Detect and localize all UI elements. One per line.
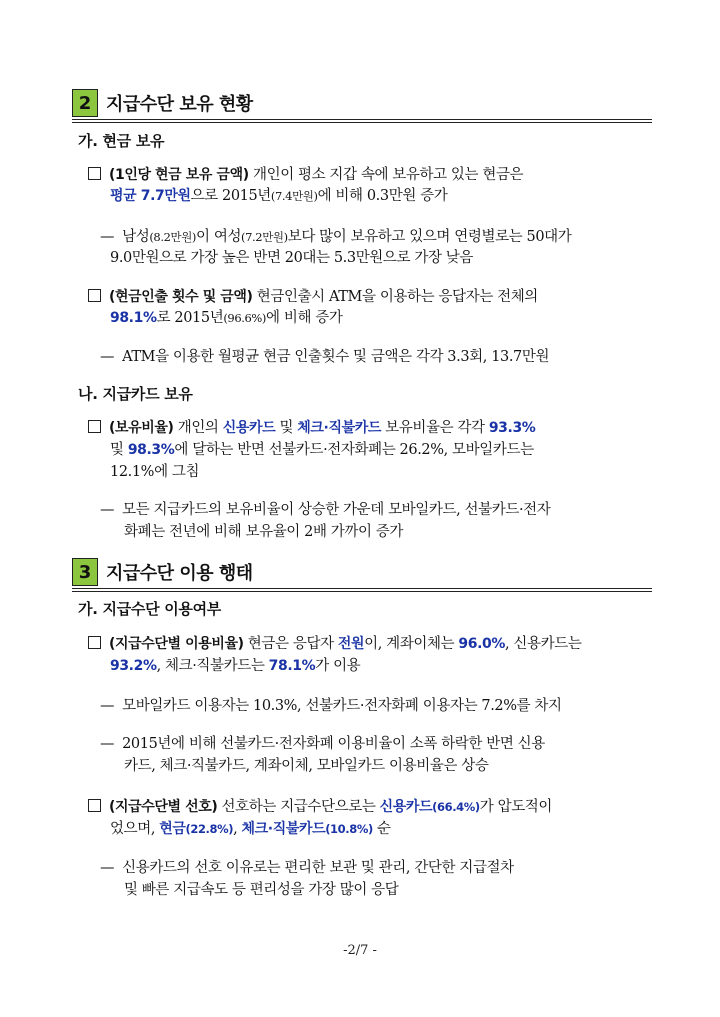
- para-text: 현금은 응답자: [243, 636, 338, 652]
- section-number: 2: [72, 89, 98, 117]
- highlight-text: 98.3%: [127, 442, 175, 458]
- dash-item: [100, 500, 550, 520]
- dash-item-cont: 및 빠른 지급속도 등 편리성을 가장 많이 응답: [124, 882, 399, 898]
- para-small-text: (96.6%): [223, 311, 267, 325]
- bullet-paragraph: [88, 418, 535, 438]
- para-heading: (보유비율): [109, 420, 174, 436]
- section-underline: [72, 119, 652, 120]
- dash-item: [100, 858, 514, 878]
- highlight-text: 체크·직불카드: [241, 821, 326, 837]
- section-header-2: [72, 88, 253, 118]
- para-text: 순: [372, 821, 391, 837]
- para-text: 현금인출시 ATM을 이용하는 응답자는 전체의: [252, 289, 538, 305]
- dash-icon: —: [100, 349, 115, 365]
- bullet-paragraph-cont: [110, 440, 534, 460]
- dash-item: [100, 734, 545, 754]
- section-title: 지급수단 이용 행태: [106, 563, 253, 584]
- item-text: 모바일카드 이용자는 10.3%, 선불카드·전자화폐 이용자는 7.2%를 차지: [122, 698, 562, 714]
- para-text: 이, 계좌이체는: [364, 636, 459, 652]
- item-text: ATM을 이용한 월평균 현금 인출횟수 및 금액은 각각 3.3회, 13.7만원: [122, 349, 550, 365]
- dash-item: [100, 347, 549, 367]
- para-text: 및: [275, 420, 298, 436]
- para-small-text: (7.4만원): [270, 189, 318, 203]
- item-text: 모든 지급카드의 보유비율이 상승한 가운데 모바일카드, 선불카드·전자: [122, 502, 551, 518]
- highlight-text: 신용카드: [222, 420, 276, 436]
- highlight-text: 93.3%: [488, 420, 536, 436]
- section-underline-double: [72, 591, 652, 592]
- square-bullet-icon: [88, 289, 101, 302]
- highlight-text: 평균 7.7만원: [110, 188, 191, 204]
- bullet-paragraph-cont: 12.1%에 그침: [110, 464, 200, 480]
- section-underline-double: [72, 122, 652, 123]
- section-number: 3: [72, 558, 98, 586]
- para-text: 었으며,: [110, 821, 160, 837]
- bullet-paragraph: [88, 165, 523, 185]
- dash-item: [100, 696, 562, 716]
- square-bullet-icon: [88, 420, 101, 433]
- square-bullet-icon: [88, 167, 101, 180]
- para-text: 선호하는 지급수단으로는: [217, 799, 380, 815]
- item-text: 보다 많이 보유하고 있으며 연령별로는 50대가: [287, 229, 572, 245]
- bullet-paragraph: [88, 634, 581, 654]
- item-text: 남성: [122, 229, 150, 245]
- dash-icon: —: [100, 229, 115, 245]
- para-heading: (1인당 현금 보유 금액): [109, 167, 249, 183]
- dash-icon: —: [100, 860, 115, 876]
- bullet-paragraph-cont: [110, 308, 342, 328]
- highlight-text: 현금: [159, 821, 186, 837]
- bullet-paragraph-cont: [110, 656, 360, 676]
- square-bullet-icon: [88, 799, 101, 812]
- subheading: 가. 지급수단 이용여부: [78, 600, 221, 618]
- para-text: 개인의: [173, 420, 223, 436]
- highlight-text: 98.1%: [110, 310, 157, 326]
- page-number: -2/7 -: [343, 943, 377, 958]
- item-text: 이 여성: [196, 229, 242, 245]
- para-heading: (지급수단별 선호): [109, 799, 218, 815]
- item-text: 2015년에 비해 선불카드·전자화폐 이용비율이 소폭 하락한 반면 신용: [122, 736, 545, 752]
- highlight-text: 96.0%: [458, 636, 505, 652]
- section-header-3: [72, 557, 253, 587]
- highlight-text: 신용카드: [379, 799, 433, 815]
- para-text: ,: [233, 821, 242, 837]
- bullet-paragraph-cont: [110, 186, 447, 206]
- dash-icon: —: [100, 502, 115, 518]
- dash-icon: —: [100, 736, 115, 752]
- para-text: 에 달하는 반면 선불카드·전자화폐는 26.2%, 모바일카드는: [174, 442, 534, 458]
- subheading: 나. 지급카드 보유: [78, 385, 193, 403]
- item-small-text: (8.2만원): [149, 230, 197, 244]
- dash-item: [100, 227, 571, 247]
- para-text: 가 이용: [315, 658, 361, 674]
- dash-item-cont: 카드, 체크·직불카드, 계좌이체, 모바일카드 이용비율은 상승: [124, 758, 489, 774]
- para-text: 으로 2015년: [190, 188, 271, 204]
- para-text: 보유비율은 각각: [380, 420, 489, 436]
- highlight-small-text: (10.8%): [325, 822, 373, 836]
- highlight-text: 전원: [337, 636, 365, 652]
- para-text: 및: [110, 442, 128, 458]
- bullet-paragraph: [88, 287, 538, 307]
- para-text: 가 압도적이: [479, 799, 553, 815]
- dash-item-cont: 9.0만원으로 가장 높은 반면 20대는 5.3만원으로 가장 낮음: [110, 250, 473, 266]
- dash-item-cont: 화폐는 전년에 비해 보유율이 2배 가까이 증가: [124, 524, 404, 540]
- bullet-paragraph-cont: [110, 819, 391, 839]
- highlight-text: 93.2%: [110, 658, 157, 674]
- item-text: 신용카드의 선호 이유로는 편리한 보관 및 관리, 간단한 지급절차: [122, 860, 514, 876]
- highlight-small-text: (66.4%): [432, 800, 480, 814]
- bullet-paragraph: [88, 797, 552, 817]
- square-bullet-icon: [88, 636, 101, 649]
- section-title: 지급수단 보유 현황: [106, 94, 253, 115]
- para-text: , 체크·직불카드는: [156, 658, 269, 674]
- para-text: , 신용카드는: [504, 636, 582, 652]
- para-heading: (현금인출 횟수 및 금액): [109, 289, 253, 305]
- item-small-text: (7.2만원): [241, 230, 288, 244]
- section-underline: [72, 588, 652, 589]
- dash-icon: —: [100, 698, 115, 714]
- subheading: 가. 현금 보유: [78, 132, 165, 150]
- highlight-text: 체크·직불카드: [297, 420, 381, 436]
- highlight-text: 78.1%: [268, 658, 316, 674]
- para-text: 개인이 평소 지갑 속에 보유하고 있는 현금은: [248, 167, 524, 183]
- para-text: 에 비해 0.3만원 증가: [317, 188, 448, 204]
- highlight-small-text: (22.8%): [185, 822, 234, 836]
- para-text: 에 비해 증가: [266, 310, 343, 326]
- para-text: 로 2015년: [156, 310, 224, 326]
- para-heading: (지급수단별 이용비율): [109, 636, 244, 652]
